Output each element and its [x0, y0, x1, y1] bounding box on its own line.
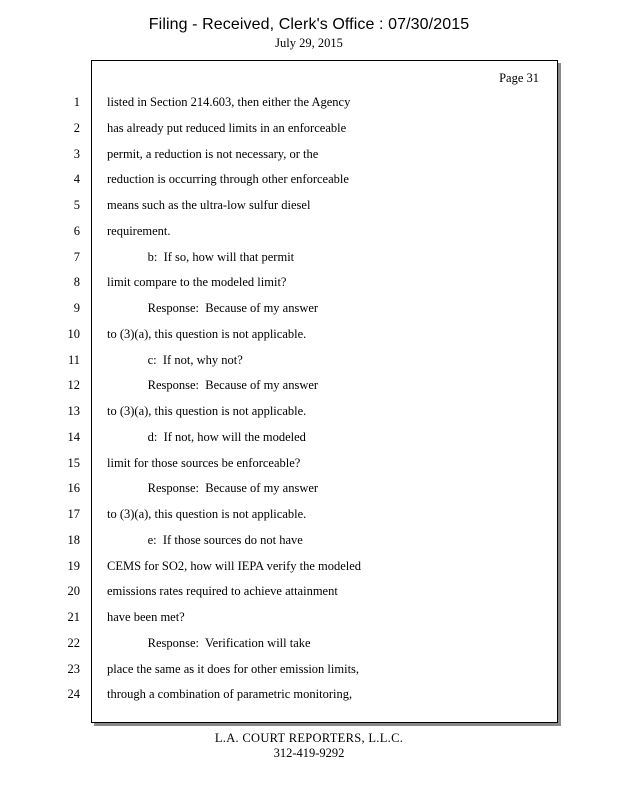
- line-text: e: If those sources do not have: [107, 533, 303, 547]
- line-number: 19: [67, 559, 80, 573]
- line-text: Response: Because of my answer: [107, 378, 319, 392]
- line-number: 12: [67, 378, 80, 392]
- line-text: to (3)(a), this question is not applicable.: [107, 404, 307, 418]
- reporter-phone: 312-419-9292: [273, 746, 345, 760]
- line-number: 2: [73, 121, 80, 135]
- line-number: 6: [73, 224, 80, 238]
- line-number: 24: [67, 687, 80, 701]
- line-text: CEMS for SO2, how will IEPA verify the modeled: [107, 559, 362, 573]
- line-number: 17: [67, 507, 80, 521]
- line-text: Response: Verification will take: [107, 636, 311, 650]
- line-number: 9: [73, 301, 80, 315]
- line-text: means such as the ultra-low sulfur diesel: [107, 198, 311, 212]
- line-text: emissions rates required to achieve attainment: [107, 584, 338, 598]
- line-number: 13: [67, 404, 80, 418]
- line-text: requirement.: [107, 224, 171, 238]
- line-text: limit for those sources be enforceable?: [107, 456, 301, 470]
- line-number: 7: [73, 250, 80, 264]
- line-number: 15: [67, 456, 80, 470]
- line-number: 20: [67, 584, 80, 598]
- line-text: permit, a reduction is not necessary, or the: [107, 147, 319, 161]
- line-text: Response: Because of my answer: [107, 301, 319, 315]
- line-number: 1: [73, 95, 80, 109]
- line-number: 11: [67, 353, 80, 367]
- line-number: 14: [67, 430, 80, 444]
- line-number: 3: [73, 147, 80, 161]
- line-number: 16: [67, 481, 80, 495]
- line-number: 10: [67, 327, 80, 341]
- line-text: c: If not, why not?: [107, 353, 243, 367]
- line-text: listed in Section 214.603, then either the Agency: [107, 95, 351, 109]
- line-text: Response: Because of my answer: [107, 481, 319, 495]
- line-text: to (3)(a), this question is not applicable.: [107, 507, 307, 521]
- line-text: place the same as it does for other emission limits,: [107, 662, 360, 676]
- line-text: d: If not, how will the modeled: [107, 430, 306, 444]
- line-number: 18: [67, 533, 80, 547]
- line-text: through a combination of parametric monitoring,: [107, 687, 353, 701]
- reporter-company: L.A. COURT REPORTERS, L.L.C.: [214, 731, 404, 745]
- line-number: 22: [67, 636, 80, 650]
- line-text: has already put reduced limits in an enforceable: [107, 121, 347, 135]
- line-number: 4: [73, 172, 80, 186]
- filing-stamp: Filing - Received, Clerk's Office : 07/30/2015: [148, 16, 470, 33]
- line-text: b: If so, how will that permit: [107, 250, 295, 264]
- line-number: 8: [73, 275, 80, 289]
- line-number: 23: [67, 662, 80, 676]
- line-text: reduction is occurring through other enforceable: [107, 172, 349, 186]
- line-number: 5: [73, 198, 80, 212]
- line-text: limit compare to the modeled limit?: [107, 275, 287, 289]
- line-text: to (3)(a), this question is not applicable.: [107, 327, 307, 341]
- line-number: 21: [67, 610, 80, 624]
- line-text: have been met?: [107, 610, 185, 624]
- page-number: Page 31: [499, 71, 539, 85]
- transcript-date: July 29, 2015: [275, 36, 343, 50]
